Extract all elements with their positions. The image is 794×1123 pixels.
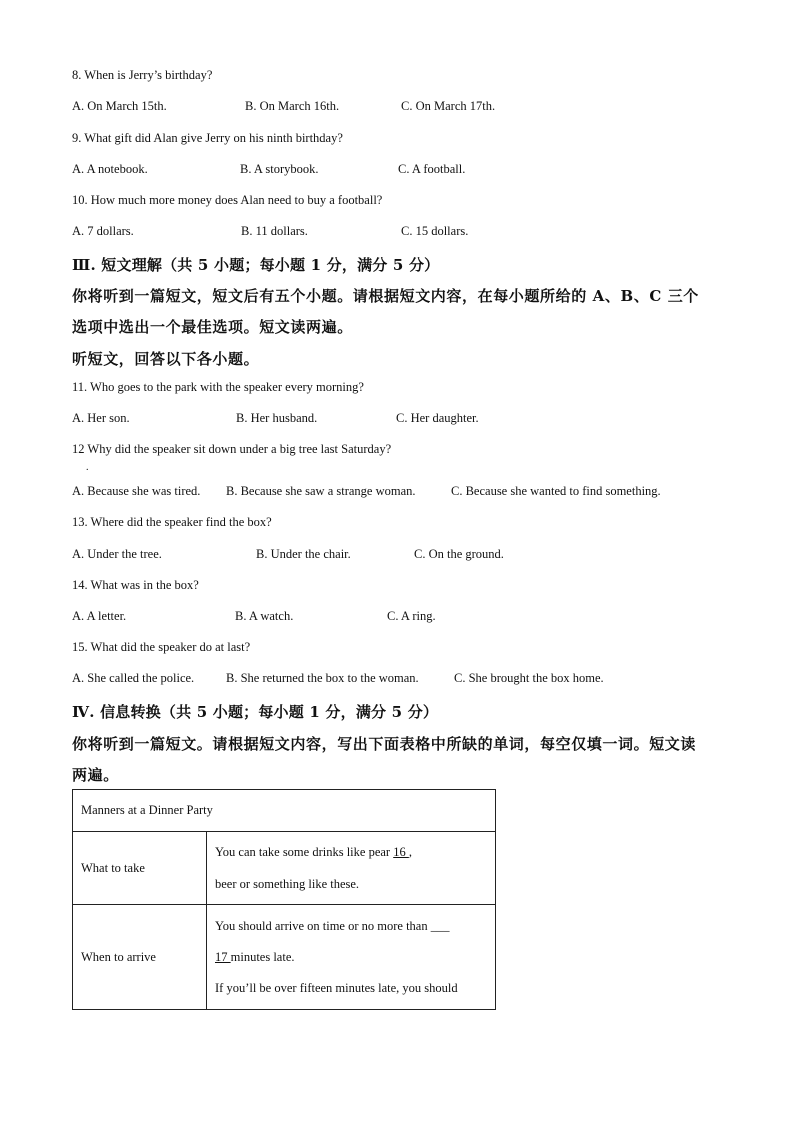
section-4-instruction-2: 两遍。 — [72, 766, 119, 784]
manners-table — [72, 789, 496, 1010]
q12-option-c: C. Because she wanted to find something. — [451, 484, 661, 498]
cell-text: minutes late. — [230, 949, 295, 964]
q15-option-a: A. She called the police. — [72, 671, 195, 685]
q10-option-c: C. 15 dollars. — [401, 224, 469, 238]
q11-option-c: C. Her daughter. — [396, 411, 479, 425]
row-content-when-to-arrive — [207, 905, 496, 1010]
table-row — [73, 832, 496, 905]
question-14: 14. What was in the box? — [72, 578, 199, 592]
cell-line: If you’ll be over fifteen minutes late, you should — [215, 980, 458, 995]
q9-option-b: B. A storybook. — [240, 162, 319, 176]
row-label-when-to-arrive: When to arrive — [73, 905, 207, 1010]
blank-16: 16 — [393, 845, 409, 859]
section-4-instruction-1: 你将听到一篇短文。请根据短文内容，写出下面表格中所缺的单词，每空仅填一词。短文读 — [72, 735, 697, 753]
q15-option-c: C. She brought the box home. — [454, 671, 604, 685]
q13-option-a: A. Under the tree. — [72, 547, 162, 561]
q12-option-a: A. Because she was tired. — [72, 484, 201, 498]
section-4-title: Ⅳ. 信息转换（共 5 小题；每小题 1 分，满分 5 分） — [72, 703, 439, 721]
question-8: 8. When is Jerry’s birthday? — [72, 68, 213, 82]
question-9: 9. What gift did Alan give Jerry on his ninth birthday? — [72, 131, 343, 145]
cell-line — [215, 942, 487, 973]
cell-text: , — [408, 845, 412, 859]
q13-option-b: B. Under the chair. — [256, 547, 351, 561]
q8-option-b: B. On March 16th. — [245, 99, 340, 113]
q9-option-a: A. A notebook. — [72, 162, 148, 176]
q8-option-c: C. On March 17th. — [401, 99, 496, 113]
blank-17: 17 — [215, 949, 231, 964]
table-row — [73, 905, 496, 1010]
table-header: Manners at a Dinner Party — [73, 790, 496, 832]
q11-option-a: A. Her son. — [72, 411, 130, 425]
question-11: 11. Who goes to the park with the speaker every morning? — [72, 380, 364, 394]
q10-option-b: B. 11 dollars. — [241, 224, 308, 238]
question-15: 15. What did the speaker do at last? — [72, 640, 251, 654]
q9-option-c: C. A football. — [398, 162, 466, 176]
row-content-what-to-take — [207, 832, 496, 905]
q14-option-c: C. A ring. — [387, 609, 436, 623]
section-3-lead: 听短文，回答以下各小题。 — [72, 350, 260, 368]
q11-option-b: B. Her husband. — [236, 411, 318, 425]
question-10: 10. How much more money does Alan need to buy a football? — [72, 193, 383, 207]
cell-line: beer or something like these. — [215, 877, 360, 891]
q13-option-c: C. On the ground. — [414, 547, 504, 561]
table-header-row — [73, 790, 496, 832]
section-3-instruction-2: 选项中选出一个最佳选项。短文读两遍。 — [72, 318, 353, 336]
q14-option-b: B. A watch. — [235, 609, 294, 623]
q10-option-a: A. 7 dollars. — [72, 224, 134, 238]
q15-option-b: B. She returned the box to the woman. — [226, 671, 419, 685]
q12-dot: . — [86, 462, 89, 473]
cell-line: You should arrive on time or no more than ___ — [215, 918, 450, 933]
q14-option-a: A. A letter. — [72, 609, 127, 623]
row-label-what-to-take: What to take — [73, 832, 207, 905]
cell-line — [215, 836, 487, 868]
section-3-instruction-1: 你将听到一篇短文，短文后有五个小题。请根据短文内容，在每小题所给的 A、B、C 三个 — [72, 287, 699, 305]
section-3-title: Ⅲ. 短文理解（共 5 小题；每小题 1 分，满分 5 分） — [72, 256, 440, 274]
question-12: 12 Why did the speaker sit down under a big tree last Saturday? — [72, 442, 392, 456]
q8-option-a: A. On March 15th. — [72, 99, 167, 113]
cell-text: You can take some drinks like pear — [215, 845, 394, 859]
q12-option-b: B. Because she saw a strange woman. — [226, 484, 416, 498]
question-13: 13. Where did the speaker find the box? — [72, 515, 272, 529]
